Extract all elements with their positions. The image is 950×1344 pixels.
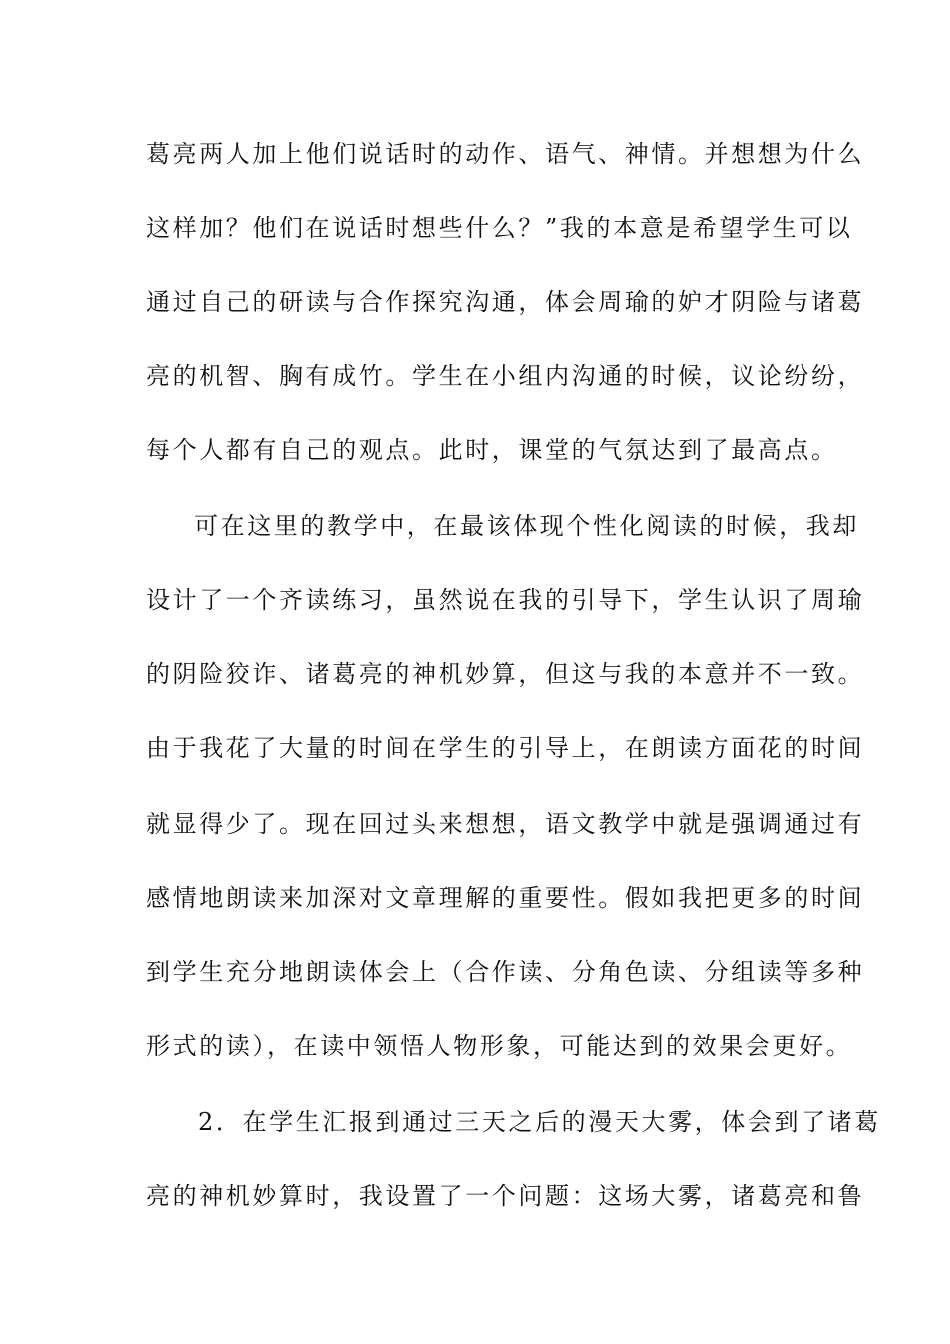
text-line: 到学生充分地朗读体会上（合作读、分角色读、分组读等多种 <box>146 958 865 986</box>
text-line: 就显得少了。现在回过头来想想，语文教学中就是强调通过有 <box>146 810 865 838</box>
text-line: 感情地朗读来加深对文章理解的重要性。假如我把更多的时间 <box>146 884 865 912</box>
text-line: 亮的机智、胸有成竹。学生在小组内沟通的时候，议论纷纷， <box>146 362 865 390</box>
text-line: 的阴险狡诈、诸葛亮的神机妙算，但这与我的本意并不一致。 <box>146 660 865 688</box>
paragraph-first-line: 可在这里的教学中，在最该体现个性化阅读的时候，我却 <box>194 512 859 540</box>
text-line: 由于我花了大量的时间在学生的引导上，在朗读方面花的时间 <box>146 734 865 762</box>
text-line: 形式的读），在读中领悟人物形象，可能达到的效果会更好。 <box>146 1032 853 1060</box>
text-line: 亮的神机妙算时，我设置了一个问题：这场大雾，诸葛亮和鲁 <box>146 1182 865 1210</box>
numbered-paragraph-line: 2．在学生汇报到通过三天之后的漫天大雾，体会到了诸葛 <box>198 1108 881 1136</box>
text-line: 这样加？他们在说话时想些什么？”我的本意是希望学生可以 <box>146 214 853 242</box>
text-line: 每个人都有自己的观点。此时，课堂的气氛达到了最高点。 <box>146 436 838 464</box>
text-line: 葛亮两人加上他们说话时的动作、语气、神情。并想想为什么 <box>146 140 865 168</box>
text-line: 通过自己的研读与合作探究沟通，体会周瑜的妒才阴险与诸葛 <box>146 288 865 316</box>
text-line: 设计了一个齐读练习，虽然说在我的引导下，学生认识了周瑜 <box>146 586 865 614</box>
